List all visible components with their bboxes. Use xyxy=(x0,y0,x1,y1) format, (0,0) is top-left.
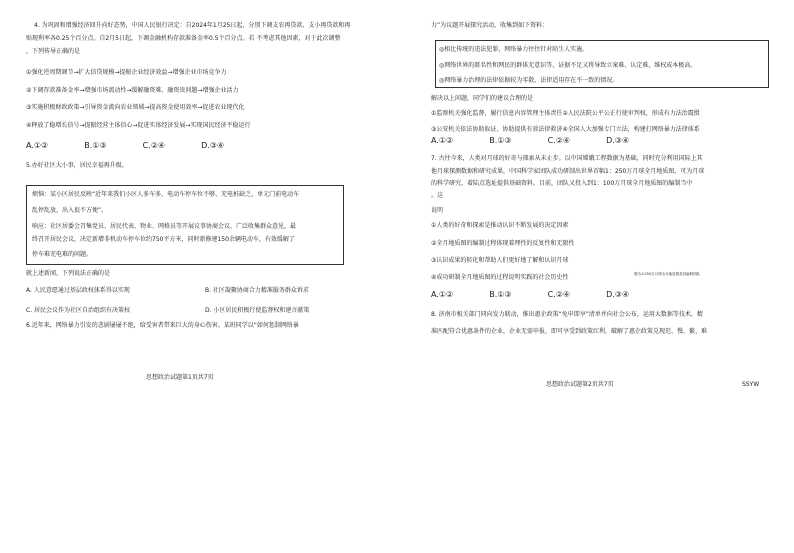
option-d[interactable]: D.③④ xyxy=(201,141,225,150)
q6-question: 解决以上问题，同学们的建议合理的是 xyxy=(431,95,534,102)
q5-box-line: 停车难充电难的问题。 xyxy=(32,251,93,258)
q4-stem-line: ，下列传导正确的是 xyxy=(26,48,81,55)
q5-box-line: 烦恼：某小区居民反映“近年来我们小区人多车多，电动车停车位不够，充电桩缺乏，单元门前电动车 xyxy=(32,191,300,198)
q5-option-d[interactable]: D. 小区居民积极行使监督权和建言献策 xyxy=(205,307,310,314)
option-b[interactable]: B.①③ xyxy=(489,136,512,145)
page-footer: 思想政治试题第2页共7页 xyxy=(546,381,614,388)
q6-box-line: ◎网络世界的匿名性和网民的群体无意识等，证据不足又将导致立案难、认定难，维权成本极高。 xyxy=(439,62,697,69)
q7-item: ④成功研制全月地质图的过程说明实践的社会历史性 xyxy=(431,274,569,281)
q5-option-c[interactable]: C. 居民会议作为社区自治组织有决策权 xyxy=(26,307,131,314)
q6-stem: 6.近年来，网络暴力引发的悲剧屡屡不绝，给受害者带来巨大的身心伤害。某班同学以“如何惩制网络暴 xyxy=(26,322,299,329)
q5-box-line: 乱停乱放，出入很不方便”。 xyxy=(32,207,108,214)
q6-item: ③公安机关依法协助取证，协助提供有效法律救济④全国人大加强专门立法，构建打网络暴力法律体系 xyxy=(431,126,700,133)
q4-stem-line: 4. 为巩固和增强经济回升向好态势，中国人民银行决定：自2024年1月25日起，分别下调支农再贷款、支小再贷款和再 xyxy=(34,22,351,29)
q6-box-line: ◎相比传统的违法犯罪，网络暴力往往针对陌生人实施。 xyxy=(439,46,589,53)
q7-stem-line: 7. 古往今来，人类对月球的好奇与探索从未止步。以中国嫦娥工程数据为基础，同时充分利用国际上其 xyxy=(431,155,703,162)
q6-item: ①监察机关强化监督，履行信息内容管理主体责任②人民法院公平公正行使审判权，形成有力法治震慑 xyxy=(431,110,700,117)
q4-stem-line: 贴现利率各0.25个百分点。自2月5日起，下调金融机构存款准备金率0.5个百分点。若 不考虑其他因素，对于此次调整 xyxy=(26,35,341,42)
q7-item: ③认识成果的转化和帮助人们更好地了解和认识月球 xyxy=(431,257,569,264)
q4-item: ①强化逆周期调节→扩大信贷规模→提振企业经济效益→增强企业市场竞争力 xyxy=(26,69,227,76)
q7-question: 说明 xyxy=(431,207,444,214)
option-c[interactable]: C.②④ xyxy=(547,136,571,145)
q4-options xyxy=(26,141,260,151)
q4-item: ②下调存款准备金率→增强市场流动性→缓解融资难、融资贵问题→增强企业活力 xyxy=(26,87,239,94)
q7-stem-line: 的科学研究、着陆点选址提供基础资料。目前，团队又投入到1：100万月球全月地质图的编制当中 xyxy=(431,180,693,187)
q5-option-b[interactable]: B. 社区凝聚协商合力精准服务群众诉求 xyxy=(205,287,309,294)
page-footer: 思想政治试题第1页共7页 xyxy=(146,374,214,381)
right-page xyxy=(397,0,794,553)
option-d[interactable]: D.③④ xyxy=(606,136,630,145)
q5-box-line: 响应：社区居委会召集党员、居民代表、物业、网格员等开展议事协商会议，广泛收集群众意见，最 xyxy=(32,223,297,230)
q7-stem-line: 。这 xyxy=(431,192,444,199)
q7-item: ①人类的好奇和探索是推动认识不断发展的决定因素 xyxy=(431,222,569,229)
option-b[interactable]: B.①③ xyxy=(489,290,512,299)
q4-item: ④释放了稳增长信号→提振经营主体信心→促进实体经济发展→实现国民经济平稳运行 xyxy=(26,122,251,129)
option-a[interactable]: A.①② xyxy=(431,290,454,299)
option-c[interactable]: C.②④ xyxy=(547,290,571,299)
q7-item: ②全月地质图的编制过程体现着理性的反复性和无限性 xyxy=(431,240,575,247)
q5-question: 就上述新闻，下列说法正确的是 xyxy=(26,270,111,277)
q8-stem-line: 准匹配符合优惠条件的企业，企业无需申报，即可享受到政策红利，破解了惠企政策兑现迟、慢、繁、难 xyxy=(431,328,708,335)
option-c[interactable]: C.②④ xyxy=(142,141,166,150)
option-a[interactable]: A.①② xyxy=(26,141,49,150)
q7-stem-line: 他月球探测数据和研究成果，中国科学家团队成功研制出世界首幅1：250万月球全月地质图，可为月球 xyxy=(431,168,705,175)
page-code: SSYW xyxy=(742,381,760,388)
q6-box-line: ◎网络暴力治理的法律依据较为零散，法律适用存在不一致的情况。 xyxy=(439,77,619,84)
q7-figure-caption: 图为1:250万月球全月地质图及其编制团队 xyxy=(634,272,701,276)
q7-options xyxy=(431,290,665,300)
q6-options xyxy=(431,136,665,146)
q6-continuation: 力”为议题开展探究活动，收集到如下资料： xyxy=(431,22,549,29)
q4-item: ③实施积极财政政策→引导资金流向农业领域→提高资金使用效率→促进农业现代化 xyxy=(26,104,245,111)
option-a[interactable]: A.①② xyxy=(431,136,454,145)
option-d[interactable]: D.③④ xyxy=(606,290,630,299)
q5-option-a[interactable]: A. 人民意愿通过基层政权体系得以实现 xyxy=(26,287,130,294)
option-b[interactable]: B.①③ xyxy=(84,141,107,150)
q8-stem-line: 8. 济南市相关部门同向发力联动，推出惠企政策“免申即享”清单并向社会公布，运用大数据等技术，精 xyxy=(431,311,703,318)
q5-stem: 5.办好社区大小事，居民幸福再升级。 xyxy=(26,162,128,169)
q5-box-line: 终召开居民会议，决定新增非机动车停车位约750平方米，同时新修建150余辆电动车，有效缓解了 xyxy=(32,236,295,243)
